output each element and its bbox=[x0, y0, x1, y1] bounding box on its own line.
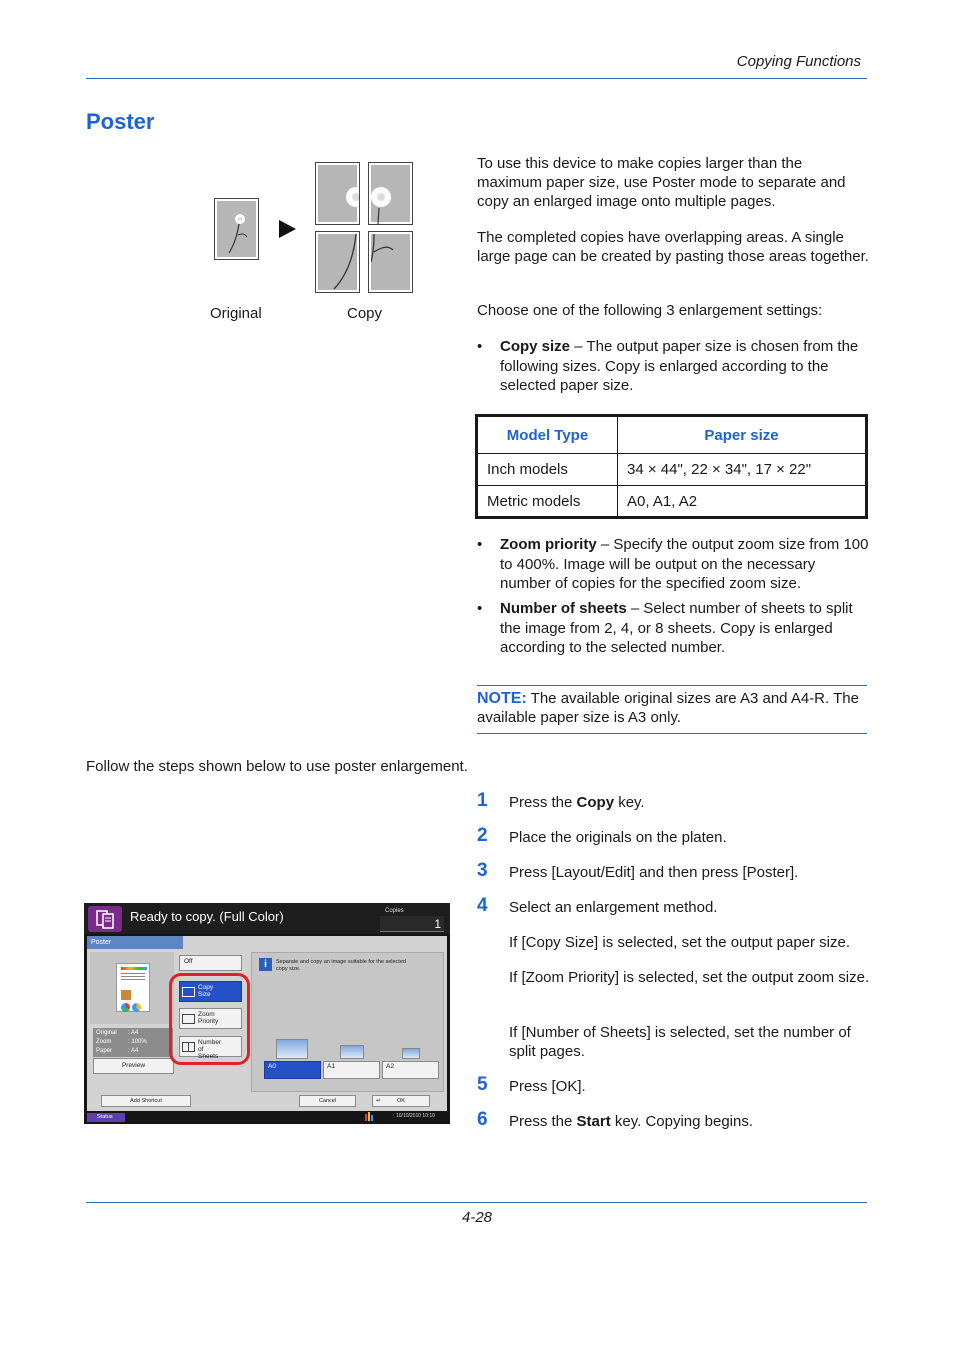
paper-value: A4 bbox=[131, 1048, 139, 1054]
page-title: Poster bbox=[86, 109, 155, 134]
zoom-value: 100% bbox=[131, 1039, 147, 1045]
original-caption: Original bbox=[210, 305, 262, 322]
copies-value: 1 bbox=[434, 917, 441, 931]
intro-paragraph-2: The completed copies have overlapping areas. A single large page can be created by pasting those areas together. bbox=[477, 229, 869, 265]
copy-sheet-2 bbox=[368, 162, 413, 225]
step-number: 4 bbox=[477, 895, 488, 916]
bullet-term: Number of sheets bbox=[500, 600, 627, 617]
arrow-right-icon bbox=[277, 219, 297, 239]
step-detail: If [Zoom Priority] is selected, set the output zoom size. bbox=[509, 969, 870, 986]
size-a2-button[interactable]: A2 bbox=[382, 1061, 439, 1079]
step-text: Place the originals on the platen. bbox=[509, 829, 727, 846]
original-label: Original bbox=[96, 1030, 117, 1036]
step-text: Select an enlargement method. bbox=[509, 899, 718, 916]
step-number: 5 bbox=[477, 1074, 488, 1095]
flower-icon bbox=[217, 201, 258, 259]
bullet-term: Copy size bbox=[500, 338, 571, 355]
step-text: Press the Copy key. bbox=[509, 794, 645, 811]
bullet-text: – Select number of sheets to split the image from 2, 4, or 8 sheets. Copy is enlarged according to the selected number. bbox=[500, 600, 853, 656]
copy-sheet-4 bbox=[368, 231, 413, 293]
option-zoom-priority-label: Zoom Priority bbox=[198, 1011, 219, 1025]
table-header-model-type: Model Type bbox=[477, 416, 618, 454]
tab-poster: Poster bbox=[87, 936, 183, 949]
table-header-row bbox=[477, 416, 867, 454]
table-header-paper-size: Paper size bbox=[618, 416, 867, 454]
screen-body bbox=[87, 936, 447, 1111]
bullet-copy-size: • Copy size – The output paper size is chosen from the following sizes. Copy is enlarged according to the selected paper size. bbox=[477, 338, 859, 394]
ok-label: OK bbox=[397, 1098, 405, 1104]
paper-label: Paper bbox=[96, 1048, 113, 1054]
screen-status-text: Ready to copy. (Full Color) bbox=[130, 909, 284, 924]
bullet-text: – Specify the output zoom size from 100 to 400%. Image will be output on the necessary number of copies for the specified zoom size. bbox=[500, 536, 869, 592]
a1-size-icon bbox=[340, 1045, 364, 1059]
table-row bbox=[477, 486, 867, 518]
a0-size-icon bbox=[276, 1039, 308, 1059]
highlight-ring bbox=[169, 973, 250, 1065]
bullet-text: – The output paper size is chosen from the following sizes. Copy is enlarged according to the selected paper size. bbox=[500, 338, 859, 394]
a2-size-icon bbox=[402, 1048, 420, 1059]
bullet-term: Zoom priority bbox=[500, 536, 597, 553]
size-a0-button[interactable]: A0 bbox=[264, 1061, 321, 1079]
preview-area bbox=[90, 952, 174, 1024]
bullet-zoom-priority: • Zoom priority – Specify the output zoom size from 100 to 400%. Image will be output on the necessary number of copies for the specified zoom size. bbox=[477, 536, 869, 592]
header-section-title: Copying Functions bbox=[736, 53, 861, 70]
table-row bbox=[477, 454, 867, 486]
zoom-label: Zoom bbox=[96, 1039, 112, 1045]
note-text: The available original sizes are A3 and A4-R. The available paper size is A3 only. bbox=[477, 690, 859, 726]
table-cell: Metric models bbox=[477, 486, 618, 518]
step-number: 6 bbox=[477, 1109, 488, 1130]
step-text: Press the Start key. Copying begins. bbox=[509, 1113, 754, 1130]
info-panel bbox=[251, 952, 444, 1092]
intro-paragraph-3: Choose one of the following 3 enlargement settings: bbox=[477, 302, 823, 319]
screen-status-bar bbox=[84, 903, 450, 934]
step-text: Press [OK]. bbox=[509, 1078, 586, 1095]
status-button[interactable]: Status bbox=[87, 1113, 125, 1122]
device-status-icon bbox=[365, 1112, 375, 1121]
option-number-of-sheets-label: Number of Sheets bbox=[198, 1039, 222, 1060]
paper-size-table bbox=[475, 414, 868, 519]
step-number: 3 bbox=[477, 860, 488, 881]
info-text: Separate and copy an image suitable for the selected copy size. bbox=[276, 959, 406, 972]
step-detail: If [Number of Sheets] is selected, set the number of split pages. bbox=[509, 1024, 851, 1060]
original-sheet bbox=[214, 198, 259, 260]
table-cell: 34 × 44", 22 × 34", 17 × 22" bbox=[618, 454, 867, 486]
copy-sheet-3 bbox=[315, 231, 360, 293]
option-copy-size-label: Copy Size bbox=[198, 984, 214, 998]
step-number: 2 bbox=[477, 825, 488, 846]
size-a1-button[interactable]: A1 bbox=[323, 1061, 380, 1079]
page-number: 4-28 bbox=[461, 1209, 493, 1226]
original-value: A4 bbox=[131, 1030, 139, 1036]
step-number: 1 bbox=[477, 790, 488, 811]
copy-sheet-1 bbox=[315, 162, 360, 225]
copy-mode-icon bbox=[88, 906, 122, 932]
add-shortcut-button[interactable]: Add Shortcut bbox=[101, 1095, 191, 1107]
table-cell: Inch models bbox=[477, 454, 618, 486]
screen-datetime: 10/10/2010 10:10 bbox=[396, 1113, 435, 1119]
preview-button[interactable]: Preview bbox=[93, 1058, 174, 1074]
copies-field[interactable] bbox=[380, 916, 444, 932]
bullet-number-of-sheets: • Number of sheets – Select number of sheets to split the image from 2, 4, or 8 sheets. Copy is enlarged according to the selected number. bbox=[477, 600, 853, 656]
step-text: Press [Layout/Edit] and then press [Poster]. bbox=[509, 864, 799, 881]
option-off-button[interactable]: Off bbox=[179, 955, 242, 971]
device-screen bbox=[84, 903, 450, 1124]
copies-label: Copies bbox=[385, 908, 404, 914]
intro-paragraph-1: To use this device to make copies larger than the maximum paper size, use Poster mode to separate and copy an enlarged image onto multiple pages. bbox=[477, 155, 846, 210]
ok-button[interactable] bbox=[372, 1095, 430, 1107]
copy-caption: Copy bbox=[347, 305, 383, 322]
note-label: NOTE: bbox=[477, 690, 527, 707]
footer-rule bbox=[86, 1202, 867, 1203]
enter-icon: ↵ bbox=[376, 1098, 382, 1104]
original-settings: Original : A4 Zoom : 100% Paper : A4 bbox=[93, 1028, 173, 1057]
table-cell: A0, A1, A2 bbox=[618, 486, 867, 518]
preview-thumbnail bbox=[116, 963, 150, 1012]
step-detail: If [Copy Size] is selected, set the output paper size. bbox=[509, 934, 851, 951]
note-box bbox=[477, 685, 867, 734]
header-rule bbox=[86, 78, 867, 79]
follow-steps-text: Follow the steps shown below to use poster enlargement. bbox=[86, 758, 468, 775]
cancel-button[interactable]: Cancel bbox=[299, 1095, 356, 1107]
info-icon: i bbox=[259, 958, 272, 971]
